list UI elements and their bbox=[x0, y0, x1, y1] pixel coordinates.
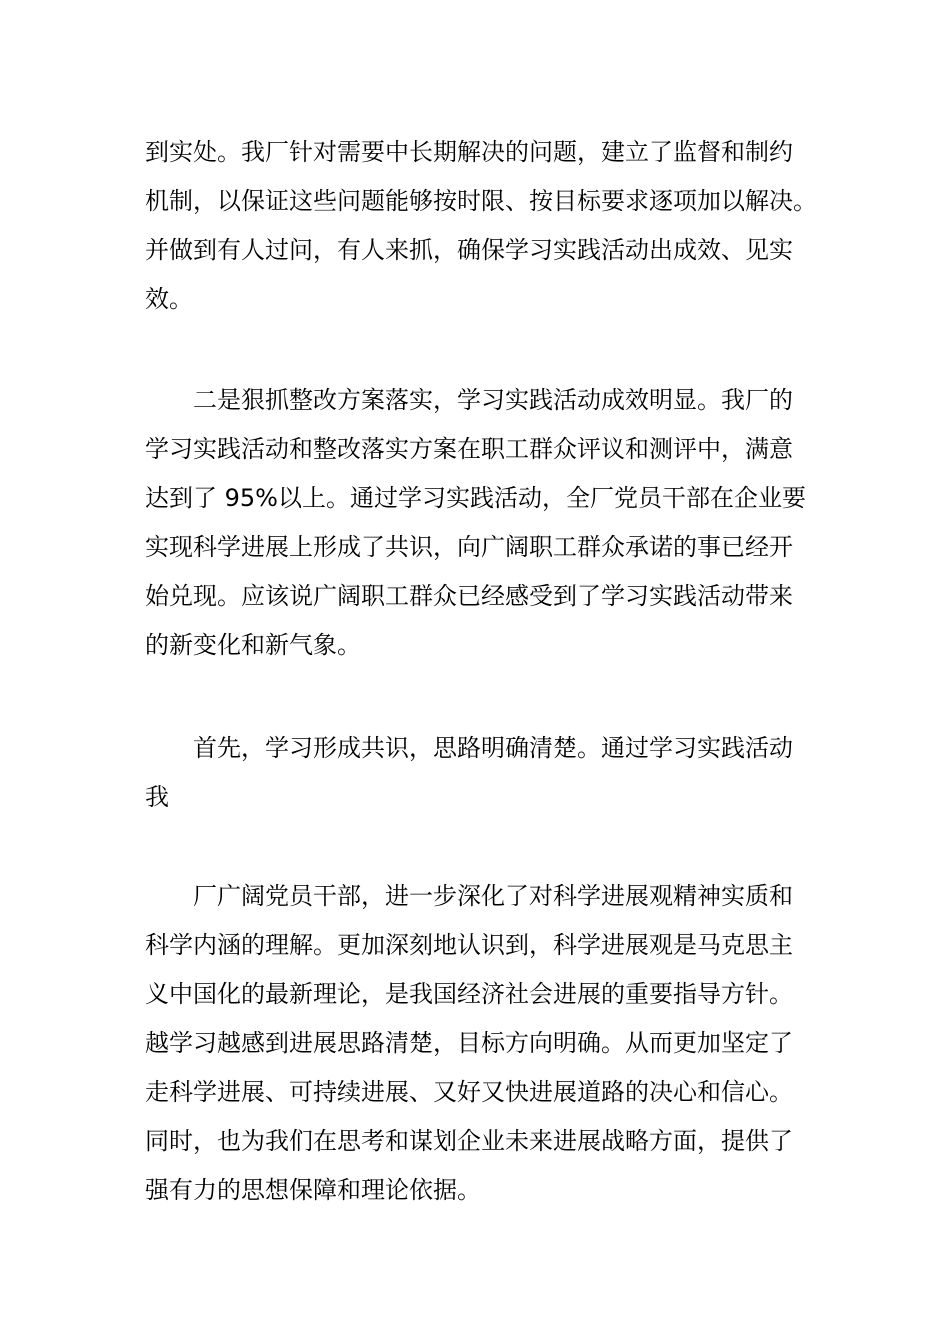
paragraph-line: 机制，以保证这些问题能够按时限、按目标要求逐项加以解决。 bbox=[145, 187, 817, 215]
paragraph-line: 始兑现。应该说广阔职工群众已经感受到了学习实践活动带来 bbox=[145, 582, 793, 610]
paragraph-line: 二是狠抓整改方案落实，学习实践活动成效明显。我厂的 bbox=[193, 386, 793, 414]
paragraph-line: 厂广阔党员干部，进一步深化了对科学进展观精神实质和 bbox=[193, 882, 793, 910]
paragraph-line: 强有力的思想保障和理论依据。 bbox=[145, 1176, 481, 1204]
paragraph-line: 越学习越感到进展思路清楚，目标方向明确。从而更加坚定了 bbox=[145, 1029, 793, 1057]
paragraph-line: 科学内涵的理解。更加深刻地认识到，科学进展观是马克思主 bbox=[145, 931, 793, 959]
paragraph-line: 到实处。我厂针对需要中长期解决的问题，建立了监督和制约 bbox=[145, 138, 793, 166]
paragraph-line: 走科学进展、可持续进展、又好又快进展道路的决心和信心。 bbox=[145, 1078, 793, 1106]
paragraph-line: 实现科学进展上形成了共识，向广阔职工群众承诺的事已经开 bbox=[145, 533, 793, 561]
paragraph-line: 我 bbox=[145, 783, 169, 811]
paragraph-line: 同时，也为我们在思考和谋划企业未来进展战略方面，提供了 bbox=[145, 1127, 793, 1155]
paragraph-line: 达到了 95%以上。通过学习实践活动，全厂党员干部在企业要 bbox=[145, 484, 806, 512]
paragraph-line: 学习实践活动和整改落实方案在职工群众评议和测评中，满意 bbox=[145, 435, 793, 463]
paragraph-line: 效。 bbox=[145, 285, 193, 313]
paragraph-line: 首先，学习形成共识，思路明确清楚。通过学习实践活动 bbox=[193, 734, 793, 762]
paragraph-line: 的新变化和新气象。 bbox=[145, 631, 361, 659]
paragraph-line: 义中国化的最新理论，是我国经济社会进展的重要指导方针。 bbox=[145, 980, 793, 1008]
paragraph-line: 并做到有人过问，有人来抓，确保学习实践活动出成效、见实 bbox=[145, 236, 793, 264]
